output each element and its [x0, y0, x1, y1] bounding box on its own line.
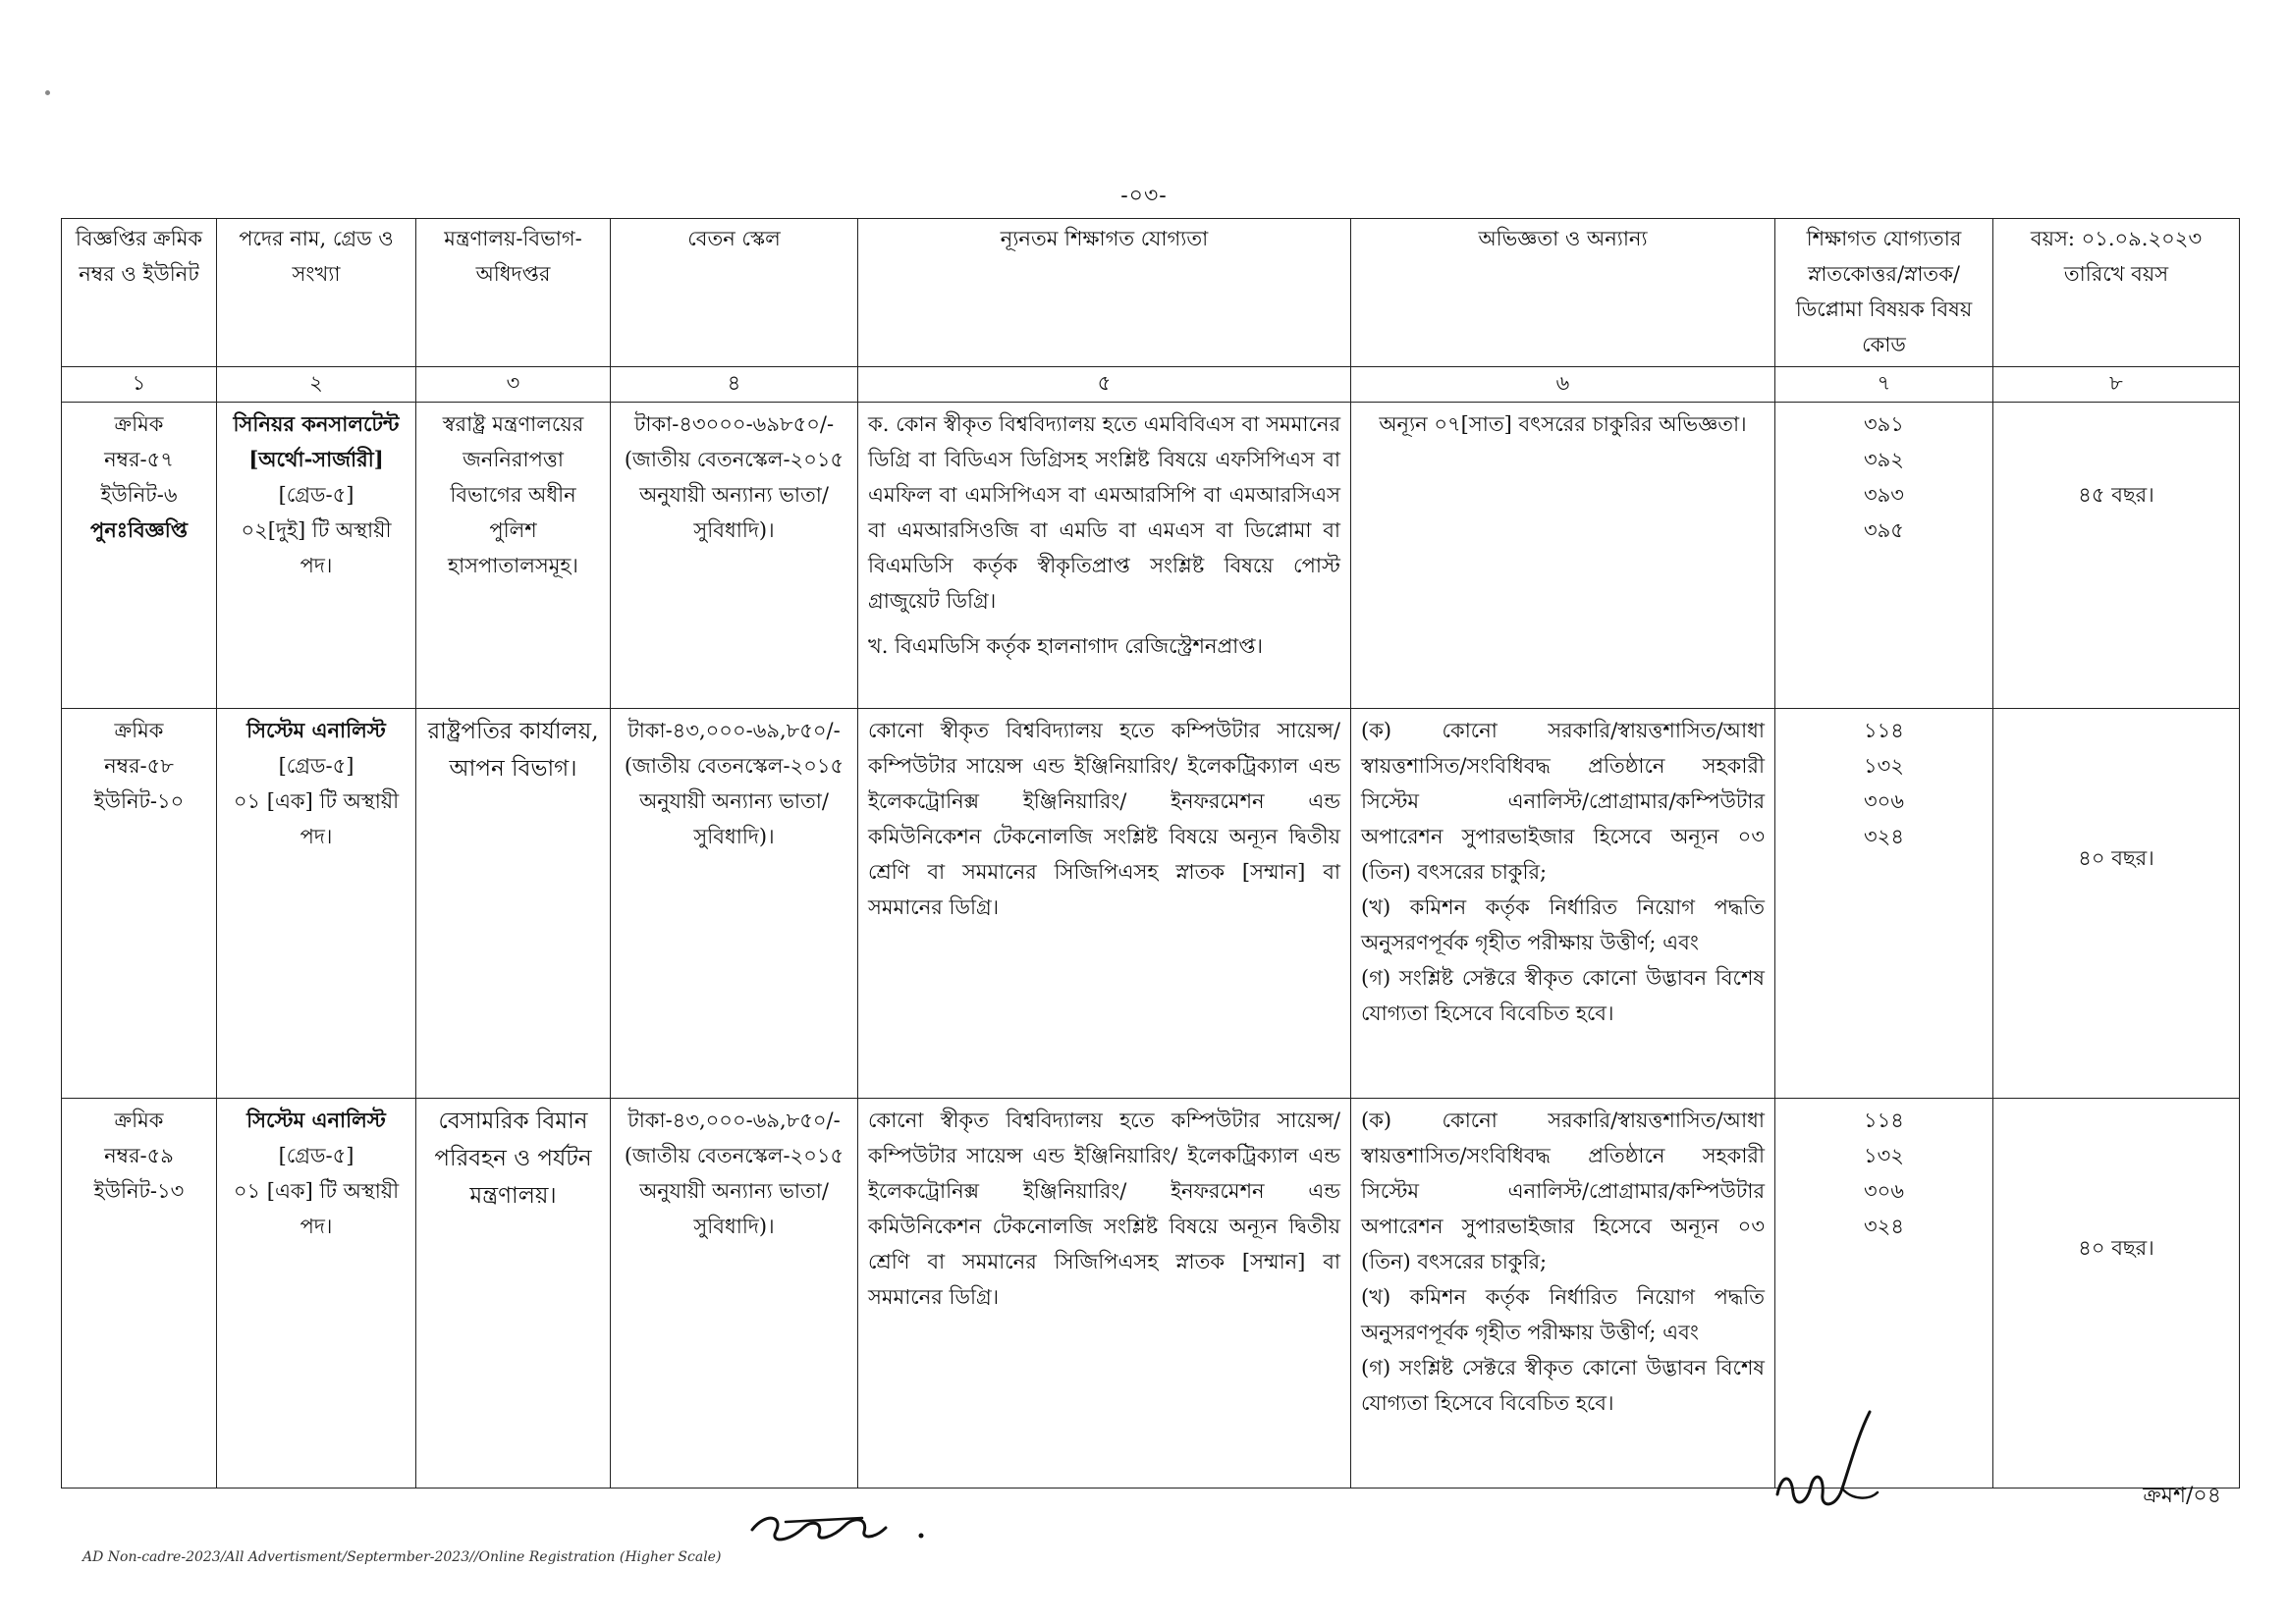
experience-item: (ক) কোনো সরকারি/স্বায়ত্তশাসিত/আধা স্বায়ত্তশাসিত/সংবিধিবদ্ধ প্রতিষ্ঠানে সহকারী সিস্টেম এনালিস্ট/প্রোগ্রামার/কম্পিউটার অপারেশন সুপারভাইজার হিসেবে অন্যূন ০৩ (তিন) বৎসরের চাকুরি; — [1361, 1109, 1765, 1273]
post-grade: [গ্রেড-৫] — [278, 754, 354, 778]
qualification-cell — [858, 1099, 1351, 1489]
pay-scale-cell: টাকা-৪৩০০০-৬৯৮৫০/- (জাতীয় বেতনস্কেল-২০১৫ অনুযায়ী অন্যান্য ভাতা/সুবিধাদি)। — [611, 403, 858, 709]
post-title: সিস্টেম এনালিস্ট — [246, 718, 386, 742]
subject-code: ৩৯১ — [1864, 412, 1904, 436]
subject-code: ৩০৬ — [1864, 789, 1904, 813]
column-number: ৭ — [1775, 367, 1993, 403]
ministry-cell: রাষ্ট্রপতির কার্যালয়, আপন বিভাগ। — [416, 709, 611, 1099]
subject-code-cell — [1775, 403, 1993, 709]
serial-cell — [62, 1099, 217, 1489]
subject-code: ৩২৪ — [1864, 825, 1904, 848]
page-number: -০৩- — [1120, 184, 1168, 208]
serial-unit: ইউনিট-১০ — [93, 789, 185, 813]
post-grade: [গ্রেড-৫] — [278, 1144, 354, 1167]
subject-code: ৩২৪ — [1864, 1215, 1904, 1238]
post-count: ০২[দুই] টি অস্থায়ী পদ। — [241, 518, 392, 577]
footer-file-path: AD Non-cadre-2023/All Advertisment/Septermber-2023//Online Registration (Higher Scale) — [82, 1549, 722, 1565]
column-number: ১ — [62, 367, 217, 403]
column-number: ৬ — [1351, 367, 1775, 403]
continued-label: ক্রমশ/০৪ — [2143, 1484, 2221, 1508]
header-pay-scale: বেতন স্কেল — [611, 219, 858, 367]
post-count: ০১ [এক] টি অস্থায়ী পদ। — [233, 1179, 400, 1238]
experience-cell — [1351, 1099, 1775, 1489]
pay-scale-cell: টাকা-৪৩,০০০-৬৯,৮৫০/- (জাতীয় বেতনস্কেল-২০১৫ অনুযায়ী অন্যান্য ভাতা/সুবিধাদি)। — [611, 1099, 858, 1489]
post-cell — [217, 403, 416, 709]
serial-label: ক্রমিক — [114, 412, 164, 436]
serial-unit: ইউনিট-১৩ — [93, 1179, 185, 1203]
serial-number: নম্বর-৫৮ — [104, 754, 174, 778]
qualification-cell — [858, 403, 1351, 709]
table-row — [62, 1099, 2240, 1489]
header-ministry: মন্ত্রণালয়-বিভাগ-অধিদপ্তর — [416, 219, 611, 367]
header-qualification: ন্যূনতম শিক্ষাগত যোগ্যতা — [858, 219, 1351, 367]
qualification-item: কোনো স্বীকৃত বিশ্ববিদ্যালয় হতে কম্পিউটার সায়েন্স/ কম্পিউটার সায়েন্স এন্ড ইঞ্জিনিয়ারিং/ ইলেকট্রিক্যাল এন্ড ইলেকট্রোনিক্স ইঞ্জিনিয়ারিং/ ইনফরমেশন এন্ড কমিউনিকেশন টেকনোলজি সংশ্লিষ্ট বিষয়ে অন্যূন দ্বিতীয় শ্রেণি বা সমমানের সিজিপিএসহ স্নাতক [সম্মান] বা সমমানের ডিগ্রি। — [868, 1109, 1340, 1309]
age-cell — [1993, 403, 2240, 709]
recruitment-table — [61, 218, 2240, 1489]
post-title: সিনিয়র কনসালটেন্ট [অর্থো-সার্জারী] — [233, 411, 400, 471]
header-experience: অভিজ্ঞতা ও অন্যান্য — [1351, 219, 1775, 367]
subject-code: ৩৯৩ — [1864, 483, 1904, 507]
experience-item: (খ) কমিশন কর্তৃক নির্ধারিত নিয়োগ পদ্ধতি অনুসরণপূর্বক গৃহীত পরীক্ষায় উত্তীর্ণ; এবং — [1361, 1285, 1765, 1344]
serial-label: ক্রমিক — [114, 719, 164, 742]
post-grade: [গ্রেড-৫] — [278, 483, 354, 507]
experience-item: (গ) সংশ্লিষ্ট সেক্টরে স্বীকৃত কোনো উদ্ভাবন বিশেষ যোগ্যতা হিসেবে বিবেচিত হবে। — [1361, 966, 1765, 1025]
ministry-cell: বেসামরিক বিমান পরিবহন ও পর্যটন মন্ত্রণালয়। — [416, 1099, 611, 1489]
subject-code: ৩০৬ — [1864, 1179, 1904, 1203]
post-cell — [217, 709, 416, 1099]
qualification-cell — [858, 709, 1351, 1099]
serial-unit: ইউনিট-৬ — [100, 483, 178, 507]
subject-code-cell — [1775, 709, 1993, 1099]
experience-item: (ক) কোনো সরকারি/স্বায়ত্তশাসিত/আধা স্বায়ত্তশাসিত/সংবিধিবদ্ধ প্রতিষ্ঠানে সহকারী সিস্টেম এনালিস্ট/প্রোগ্রামার/কম্পিউটার অপারেশন সুপারভাইজার হিসেবে অন্যূন ০৩ (তিন) বৎসরের চাকুরি; — [1361, 719, 1765, 884]
table-row — [62, 403, 2240, 709]
post-title: সিস্টেম এনালিস্ট — [246, 1108, 386, 1132]
serial-label: ক্রমিক — [114, 1109, 164, 1132]
subject-code: ৩৯৫ — [1864, 518, 1904, 542]
post-count: ০১ [এক] টি অস্থায়ী পদ। — [233, 789, 400, 848]
column-number-row — [62, 367, 2240, 403]
column-number: ২ — [217, 367, 416, 403]
column-number: ৮ — [1993, 367, 2240, 403]
serial-number: নম্বর-৫৭ — [104, 448, 174, 471]
signature-right — [1768, 1406, 1895, 1524]
column-number: ৫ — [858, 367, 1351, 403]
ministry-cell: স্বরাষ্ট্র মন্ত্রণালয়ের জননিরাপত্তা বিভাগের অধীন পুলিশ হাসপাতালসমূহ। — [416, 403, 611, 709]
age-value: ৪০ বছর। — [2078, 1236, 2154, 1260]
table-header-row — [62, 219, 2240, 367]
subject-code: ৩৯২ — [1864, 448, 1904, 471]
qualification-item: খ. বিএমডিসি কর্তৃক হালনাগাদ রেজিস্ট্রেশনপ্রাপ্ত। — [868, 634, 1263, 658]
subject-code: ১১৪ — [1864, 719, 1904, 742]
experience-item: (খ) কমিশন কর্তৃক নির্ধারিত নিয়োগ পদ্ধতি অনুসরণপূর্বক গৃহীত পরীক্ষায় উত্তীর্ণ; এবং — [1361, 895, 1765, 954]
signature-left — [746, 1492, 933, 1561]
header-serial: বিজ্ঞপ্তির ক্রমিক নম্বর ও ইউনিট — [62, 219, 217, 367]
column-number: ৪ — [611, 367, 858, 403]
serial-number: নম্বর-৫৯ — [104, 1144, 174, 1167]
age-value: ৪৫ বছর। — [2078, 483, 2154, 507]
experience-item: (গ) সংশ্লিষ্ট সেক্টরে স্বীকৃত কোনো উদ্ভাবন বিশেষ যোগ্যতা হিসেবে বিবেচিত হবে। — [1361, 1356, 1765, 1415]
subject-code: ১৩২ — [1864, 1144, 1904, 1167]
header-subject-code: শিক্ষাগত যোগ্যতার স্নাতকোত্তর/স্নাতক/ ডিপ্লোমা বিষয়ক বিষয় কোড — [1775, 219, 1993, 367]
readvertisement-label: পুনঃবিজ্ঞপ্তি — [89, 517, 189, 542]
post-cell — [217, 1099, 416, 1489]
pay-scale-cell: টাকা-৪৩,০০০-৬৯,৮৫০/- (জাতীয় বেতনস্কেল-২০১৫ অনুযায়ী অন্যান্য ভাতা/সুবিধাদি)। — [611, 709, 858, 1099]
age-value: ৪০ বছর। — [2078, 846, 2154, 870]
header-post: পদের নাম, গ্রেড ও সংখ্যা — [217, 219, 416, 367]
serial-cell — [62, 709, 217, 1099]
subject-code: ১৩২ — [1864, 754, 1904, 778]
column-number: ৩ — [416, 367, 611, 403]
experience-cell — [1351, 709, 1775, 1099]
qualification-item: ক. কোন স্বীকৃত বিশ্ববিদ্যালয় হতে এমবিবিএস বা সমমানের ডিগ্রি বা বিডিএস ডিগ্রিসহ সংশ্লিষ্ট বিষয়ে এফসিপিএস বা এমফিল বা এমসিপিএস বা এমআরসিপি বা এমআরসিএস বা এমআরসিওজি বা এমডি বা এমএস বা ডিপ্লোমা বা বিএমডিসি কর্তৃক স্বীকৃতিপ্রাপ্ত সংশ্লিষ্ট বিষয়ে পোস্ট গ্রাজুয়েট ডিগ্রি। — [868, 412, 1340, 613]
subject-code: ১১৪ — [1864, 1109, 1904, 1132]
age-cell — [1993, 1099, 2240, 1489]
qualification-item: কোনো স্বীকৃত বিশ্ববিদ্যালয় হতে কম্পিউটার সায়েন্স/ কম্পিউটার সায়েন্স এন্ড ইঞ্জিনিয়ারিং/ ইলেকট্রিক্যাল এন্ড ইলেকট্রোনিক্স ইঞ্জিনিয়ারিং/ ইনফরমেশন এন্ড কমিউনিকেশন টেকনোলজি সংশ্লিষ্ট বিষয়ে অন্যূন দ্বিতীয় শ্রেণি বা সমমানের সিজিপিএসহ স্নাতক [সম্মান] বা সমমানের ডিগ্রি। — [868, 719, 1340, 919]
serial-cell — [62, 403, 217, 709]
experience-item: অন্যূন ০৭[সাত] বৎসরের চাকুরির অভিজ্ঞতা। — [1379, 412, 1747, 436]
header-age: বয়স: ০১.০৯.২০২৩ তারিখে বয়স — [1993, 219, 2240, 367]
age-cell — [1993, 709, 2240, 1099]
table-row — [62, 709, 2240, 1099]
experience-cell — [1351, 403, 1775, 709]
scan-speck — [45, 90, 50, 95]
